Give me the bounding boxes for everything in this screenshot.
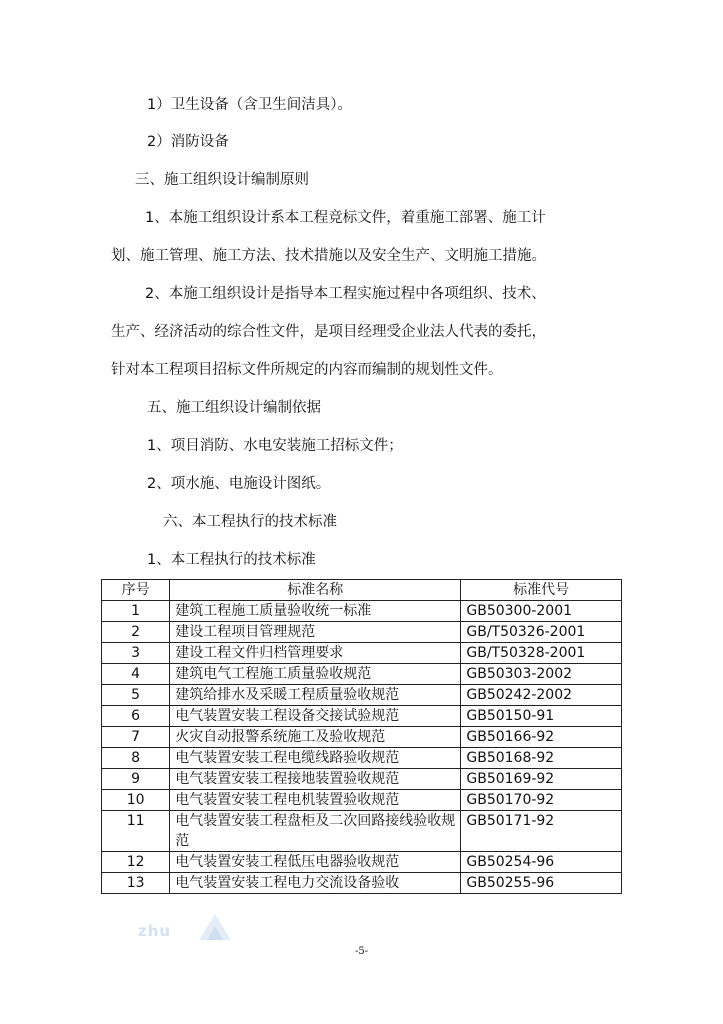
row-no: 3	[102, 643, 170, 664]
row-name: 电气装置安装工程低压电器验收规范	[170, 852, 461, 873]
section-heading-6: 六、本工程执行的技术标准	[163, 514, 337, 530]
row-code: GB50166-92	[461, 727, 622, 748]
paragraph-4b: 生产、经济活动的综合性文件，是项目经理受企业法人代表的委托，	[111, 324, 546, 340]
header-code: 标准代号	[461, 580, 622, 601]
paragraph-4a: 2、本施工组织设计是指导本工程实施过程中各项组织、技术、	[145, 286, 546, 302]
table-row	[102, 790, 622, 811]
row-name: 电气装置安装工程设备交接试验规范	[170, 706, 461, 727]
table-row	[102, 852, 622, 873]
row-name: 建设工程文件归档管理要求	[170, 643, 461, 664]
row-no: 5	[102, 685, 170, 706]
row-code: GB/T50326-2001	[461, 622, 622, 643]
table-row	[102, 601, 622, 622]
row-no: 7	[102, 727, 170, 748]
row-no: 13	[102, 873, 170, 894]
row-no: 10	[102, 790, 170, 811]
row-code: GB50254-96	[461, 852, 622, 873]
table-row	[102, 664, 622, 685]
table-row	[102, 727, 622, 748]
row-no: 2	[102, 622, 170, 643]
table-caption: 1、本工程执行的技术标准	[147, 552, 316, 568]
row-code: GB/T50328-2001	[461, 643, 622, 664]
watermark-logo-icon	[195, 912, 235, 942]
row-code: GB50150-91	[461, 706, 622, 727]
row-code: GB50303-2002	[461, 664, 622, 685]
header-no: 序号	[102, 580, 170, 601]
watermark-text: zhu	[138, 922, 172, 940]
table-row	[102, 685, 622, 706]
row-no: 6	[102, 706, 170, 727]
row-code: GB50171-92	[461, 811, 622, 852]
row-name: 电气装置安装工程电力交流设备验收	[170, 873, 461, 894]
paragraph-5a: 1、项目消防、水电安装施工招标文件；	[147, 438, 403, 454]
row-name: 电气装置安装工程接地装置验收规范	[170, 769, 461, 790]
row-no: 12	[102, 852, 170, 873]
row-code: GB50300-2001	[461, 601, 622, 622]
row-name: 电气装置安装工程电缆线路验收规范	[170, 748, 461, 769]
row-name: 建筑工程施工质量验收统一标准	[170, 601, 461, 622]
row-no: 4	[102, 664, 170, 685]
row-no: 9	[102, 769, 170, 790]
paragraph-4c: 针对本工程项目招标文件所规定的内容而编制的规划性文件。	[111, 362, 503, 378]
table-row	[102, 706, 622, 727]
row-code: GB50168-92	[461, 748, 622, 769]
section-heading-3: 三、施工组织设计编制原则	[135, 172, 309, 188]
table-row	[102, 748, 622, 769]
paragraph-1: 1）卫生设备（含卫生间洁具）。	[147, 97, 352, 113]
row-code: GB50242-2002	[461, 685, 622, 706]
section-heading-5: 五、施工组织设计编制依据	[147, 400, 321, 416]
standards-table	[101, 579, 622, 894]
paragraph-5b: 2、项水施、电施设计图纸。	[147, 476, 331, 492]
paragraph-2: 2）消防设备	[147, 134, 229, 150]
table-row	[102, 873, 622, 894]
row-no: 8	[102, 748, 170, 769]
table-row	[102, 811, 622, 852]
paragraph-3a: 1、本施工组织设计系本工程竞标文件，着重施工部署、施工计	[145, 210, 546, 226]
table-row	[102, 622, 622, 643]
page-number: -5-	[354, 946, 369, 957]
row-no: 1	[102, 601, 170, 622]
row-name: 电气装置安装工程电机装置验收规范	[170, 790, 461, 811]
table-row	[102, 643, 622, 664]
row-name: 电气装置安装工程盘柜及二次回路接线验收规范	[170, 811, 461, 852]
row-no: 11	[102, 811, 170, 852]
row-name: 建设工程项目管理规范	[170, 622, 461, 643]
table-row	[102, 769, 622, 790]
row-code: GB50255-96	[461, 873, 622, 894]
row-name: 建筑给排水及采暖工程质量验收规范	[170, 685, 461, 706]
paragraph-3b: 划、施工管理、施工方法、技术措施以及安全生产、文明施工措施。	[111, 248, 546, 264]
row-code: GB50170-92	[461, 790, 622, 811]
row-name: 建筑电气工程施工质量验收规范	[170, 664, 461, 685]
row-code: GB50169-92	[461, 769, 622, 790]
table-header-row	[102, 580, 622, 601]
row-name: 火灾自动报警系统施工及验收规范	[170, 727, 461, 748]
header-name: 标准名称	[170, 580, 461, 601]
